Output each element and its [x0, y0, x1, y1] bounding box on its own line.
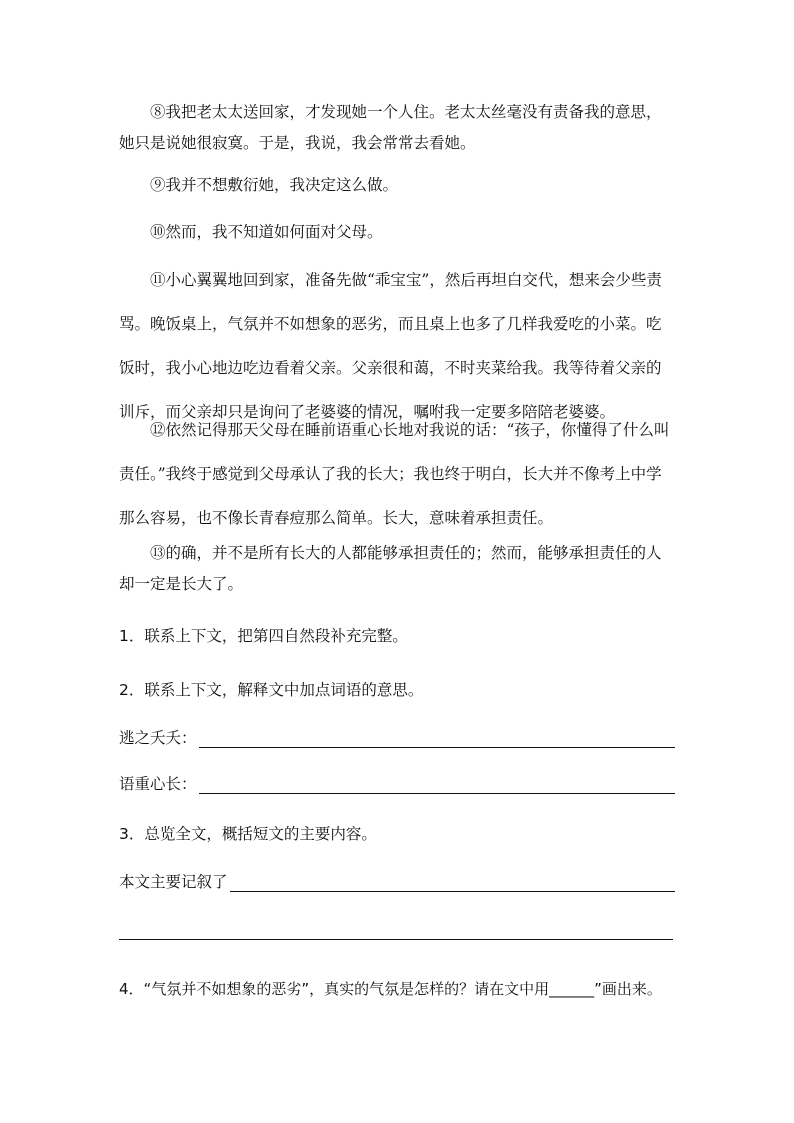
- question-3: 3．总览全文，概括短文的主要内容。: [119, 825, 377, 843]
- answer-blank-taozhiyaoyao[interactable]: [199, 729, 675, 748]
- paragraph-10: ⑩然而，我不知道如何面对父母。: [150, 223, 383, 241]
- paragraph-12: ⑫依然记得那天父母在睡前语重心长地对我说的话：“孩子，你懂得了什么叫责任。”我终于感觉到父母承认了我的长大；我也终于明白，长大并不像考上中学那么容易，也不像长青春痘那么简单。长大，意味着承担责任。: [119, 421, 670, 527]
- answer-blank-summary-1[interactable]: [230, 873, 675, 892]
- answer-row-summary: [119, 870, 675, 892]
- paragraph-13: ⑬的确，并不是所有长大的人都能够承担责任的；然而，能够承担责任的人却一定是长大了。: [119, 544, 662, 593]
- answer-row-yuzhongxinchang: [119, 772, 675, 794]
- answer-blank-yuzhongxinchang[interactable]: [199, 775, 675, 794]
- answer-blank-summary-2[interactable]: [119, 939, 673, 940]
- summary-prefix: 本文主要记叙了: [119, 873, 228, 891]
- paragraph-11: ⑪小心翼翼地回到家，准备先做“乖宝宝”，然后再坦白交代，想来会少些责骂。晚饭桌上，气氛并不如想象的恶劣，而且桌上也多了几样我爱吃的小菜。吃饭时，我小心地边吃边看着父亲。父亲很和蔼，不时夹菜给我。我等待着父亲的训斥，而父亲却只是询问了老婆婆的情况，嘱咐我一定要多陪陪老婆婆。: [119, 271, 662, 421]
- paragraph-8: ⑧我把老太太送回家，才发现她一个人住。老太太丝毫没有责备我的意思，她只是说她很寂寞。于是，我说，我会常常去看她。: [119, 103, 662, 152]
- term-label-taozhiyaoyao: 逃之夭夭：: [119, 729, 197, 747]
- paragraph-9: ⑨我并不想敷衍她，我决定这么做。: [150, 176, 399, 194]
- question-2: 2．联系上下文，解释文中加点词语的意思。: [119, 681, 424, 699]
- answer-row-taozhiyaoyao: [119, 726, 675, 748]
- question-1: 1．联系上下文，把第四自然段补充完整。: [119, 627, 408, 645]
- term-label-yuzhongxinchang: 语重心长：: [119, 775, 197, 793]
- question-4: 4．“气氛并不如想象的恶劣”，真实的气氛是怎样的？请在文中用______”画出来。: [119, 980, 662, 998]
